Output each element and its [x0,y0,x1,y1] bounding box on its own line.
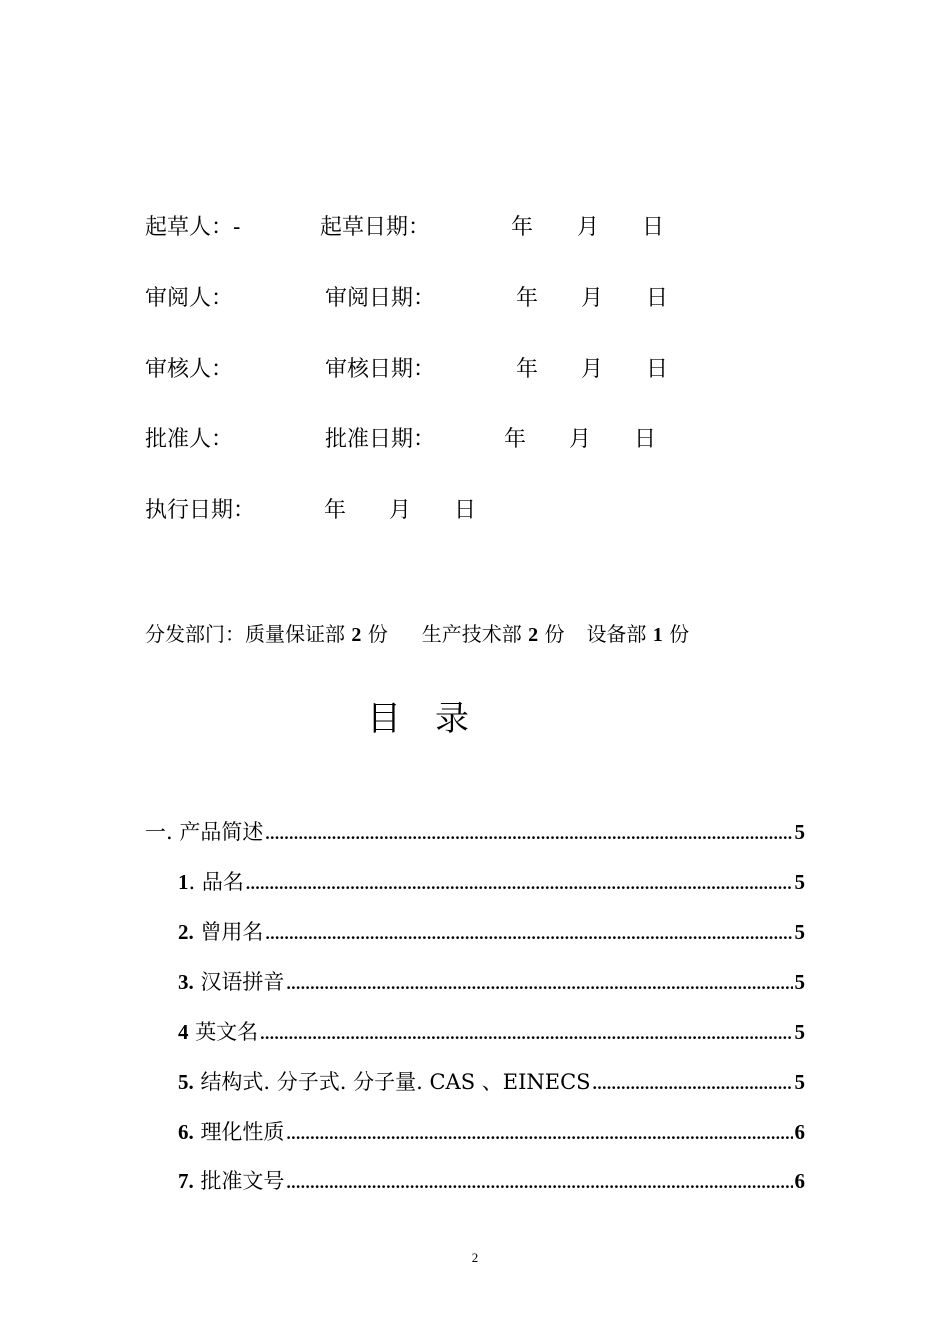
toc-entry[interactable] [145,816,805,848]
toc-entry[interactable] [178,866,805,898]
dist-unit-qa: 份 [367,622,388,646]
toc-entry-page: 6 [794,1120,805,1144]
toc-entry-num: 7. [178,1169,194,1193]
toc-entry-page: 5 [794,970,805,994]
approve-date-year: 年 [504,427,527,452]
approver-label: 批准人： [145,427,234,452]
toc-entry-page: 5 [794,1020,805,1044]
review-date-month: 月 [581,286,604,311]
toc-entry[interactable] [178,966,805,998]
toc-title: 目录 [367,699,503,739]
dist-count-equipment: 1 [652,624,663,646]
dist-unit-production: 份 [544,622,565,646]
toc-entry-num: 一. [145,820,173,844]
draft-date-month: 月 [577,215,600,240]
toc-leader [286,1118,792,1150]
toc-entry-num: 2. [178,920,194,944]
dist-dept-qa: 质量保证部 [245,622,345,646]
toc-entry-text: 英文名 [195,1020,259,1044]
toc-leader [286,968,792,1000]
approve-date-month: 月 [569,427,592,452]
toc-entry-page: 5 [794,1070,805,1094]
toc-entry-text: 曾用名 [200,920,264,944]
toc-entry-text: 结构式. 分子式. 分子量. CAS 、EINECS [200,1070,591,1094]
draft-date-year: 年 [511,215,534,240]
toc-entry-page: 5 [794,820,805,844]
toc-entry[interactable] [178,1165,805,1197]
toc-entry-text: 汉语拼音 [200,970,285,994]
execution-date-day: 日 [454,498,477,523]
approve-date-label: 批准日期： [325,427,436,452]
toc-entry[interactable] [178,1016,805,1048]
drafter-label: 起草人：- [145,215,241,240]
toc-leader [265,818,792,850]
toc-entry[interactable] [178,1066,805,1098]
distribution-line [145,620,689,649]
audit-date-day: 日 [646,357,669,382]
toc-entry-page: 6 [794,1169,805,1193]
toc-entry[interactable] [178,916,805,948]
toc-leader [286,1167,792,1199]
audit-date-year: 年 [516,357,539,382]
page-number: 2 [471,1250,479,1265]
dist-count-production: 2 [528,624,539,646]
toc-entry-num: 4 [178,1020,189,1044]
toc-entry-text: . 品名 [188,870,244,894]
toc-entry-num: 5. [178,1070,194,1094]
toc-leader [260,1018,792,1050]
review-date-year: 年 [516,286,539,311]
dist-count-qa: 2 [351,624,362,646]
draft-date-day: 日 [642,215,665,240]
toc-entry-text: 批准文号 [200,1169,285,1193]
distribution-prefix: 分发部门： [145,622,245,646]
toc-entry[interactable] [178,1116,805,1148]
approve-date-day: 日 [634,427,657,452]
execution-date-year: 年 [324,498,347,523]
execution-date-label: 执行日期： [145,498,256,523]
dist-unit-equipment: 份 [669,622,690,646]
toc-entry-page: 5 [794,870,805,894]
execution-date-month: 月 [389,498,412,523]
toc-entry-text: 产品简述 [179,820,264,844]
reviewer-label: 审阅人： [145,286,234,311]
toc-leader [593,1068,793,1100]
toc-entry-page: 5 [794,920,805,944]
toc-entry-text: 理化性质 [200,1120,285,1144]
auditor-label: 审核人： [145,357,234,382]
review-date-day: 日 [646,286,669,311]
toc-leader [265,918,792,950]
audit-date-month: 月 [581,357,604,382]
toc-entry-num: 1 [178,870,189,894]
toc-leader [246,868,793,900]
review-date-label: 审阅日期： [325,286,436,311]
dist-dept-production: 生产技术部 [421,622,522,646]
toc-entry-num: 3. [178,970,194,994]
toc-entry-num: 6. [178,1120,194,1144]
audit-date-label: 审核日期： [325,357,436,382]
dist-dept-equipment: 设备部 [586,622,647,646]
draft-date-label: 起草日期： [320,215,431,240]
